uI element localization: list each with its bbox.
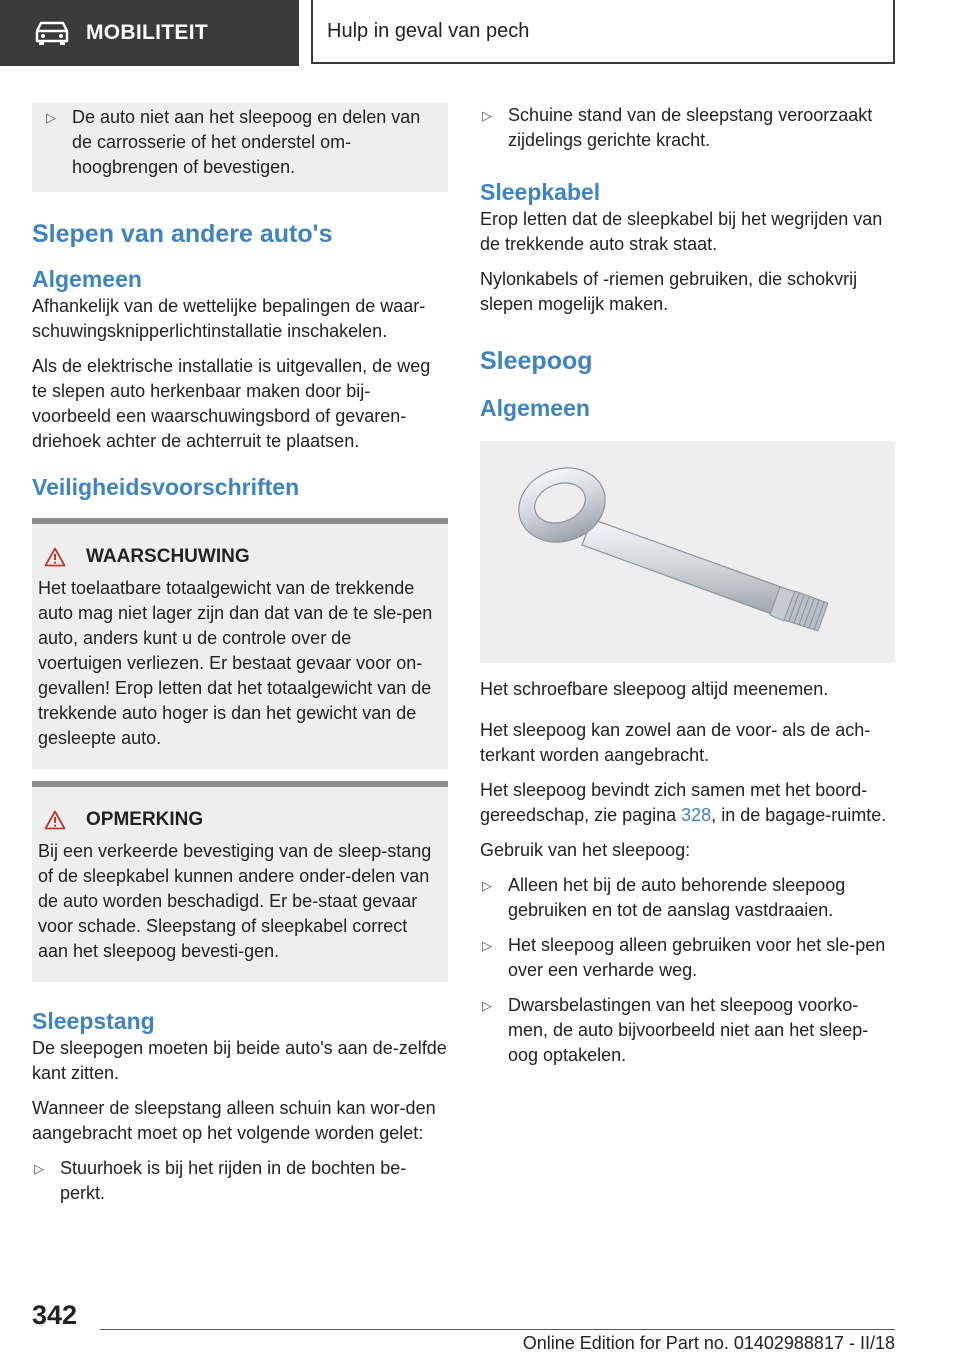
page-reference-link[interactable]: 328 (681, 805, 712, 825)
paragraph: De sleepogen moeten bij beide auto's aan de-zelfde kant zitten. (32, 1038, 447, 1083)
footer-divider (100, 1329, 895, 1330)
subheading-sleepkabel: Sleepkabel (480, 179, 601, 205)
paragraph: Het schroefbare sleepoog altijd meenemen. (480, 679, 829, 699)
intro-note-box (32, 103, 448, 192)
page-header (0, 0, 960, 66)
subheading-algemeen: Algemeen (32, 266, 142, 292)
paragraph: Als de elektrische installatie is uitgevallen, de weg te slepen auto herkenbaar maken door bij-voorbeeld een waarschuwingsbord of gevaren-driehoek achter de achterruit te plaatsen. (32, 356, 431, 451)
triangle-bullet-icon: ▷ (46, 110, 56, 125)
notice-box (32, 781, 448, 982)
tow-eye-illustration (480, 441, 895, 663)
list-item: ▷ De auto niet aan het sleepoog en delen van de carrosserie of het onderstel om-hoogbrengen of bevestigen. (32, 105, 448, 180)
paragraph: Erop letten dat de sleepkabel bij het wegrijden van de trekkende auto strak staat. (480, 209, 883, 254)
edition-text: Online Edition for Part no. 01402988817 - II/18 (522, 1333, 895, 1353)
notice-title: OPMERKING (38, 807, 440, 833)
triangle-bullet-icon: ▷ (34, 1161, 44, 1176)
car-icon (34, 20, 70, 46)
warning-triangle-icon (44, 547, 66, 567)
paragraph: Afhankelijk van de wettelijke bepalingen de waar-schuwingsknipperlichtinstallatie inschakelen. (32, 296, 426, 341)
subheading-veiligheid: Veiligheidsvoorschriften (32, 474, 300, 500)
right-column (480, 103, 895, 1078)
paragraph: Nylonkabels of -riemen gebruiken, die schokvrij slepen mogelijk maken. (480, 269, 858, 314)
triangle-bullet-icon: ▷ (482, 108, 492, 123)
chapter-tab[interactable] (311, 0, 895, 64)
section-heading-slepen: Slepen van andere auto's (32, 220, 333, 248)
left-column (32, 103, 448, 1216)
chapter-label: Hulp in geval van pech (327, 19, 530, 42)
paragraph: Gebruik van het sleepoog: (480, 840, 691, 860)
triangle-bullet-icon: ▷ (482, 938, 492, 953)
warning-title: WAARSCHUWING (38, 544, 440, 570)
paragraph: Het sleepoog bevindt zich samen met het boord-gereedschap, zie pagina 328, in de bagage-ruimte. (480, 780, 887, 825)
subheading-sleepstang: Sleepstang (32, 1008, 155, 1034)
warning-box (32, 518, 448, 769)
triangle-bullet-icon: ▷ (482, 878, 492, 893)
section-label: MOBILITEIT (86, 21, 208, 44)
list-item: ▷ Dwarsbelastingen van het sleepoog voorko-men, de auto bijvoorbeeld niet aan het sleep-oog optakelen. (480, 993, 895, 1068)
section-tab[interactable] (0, 0, 299, 66)
warning-triangle-icon (44, 810, 66, 830)
list-item: ▷ Alleen het bij de auto behorende sleepoog gebruiken en tot de aanslag vastdraaien. (480, 873, 895, 923)
warning-text: Het toelaatbare totaalgewicht van de trekkende auto mag niet lager zijn dan dat van de te sle-pen auto, anders kunt u de controle over de voertuigen verliezen. Er bestaat gevaar voor on-gevallen! Erop letten dat het totaalgewicht van de trekkende auto hoger is dan het gewicht van de gesleepte auto. (38, 578, 433, 748)
page-number: 342 (32, 1300, 78, 1330)
tow-eye-drawing (480, 441, 895, 663)
page-footer (0, 1290, 960, 1362)
list-item: ▷ Schuine stand van de sleepstang veroorzaakt zijdelings gerichte kracht. (480, 103, 895, 153)
list-item: ▷ Stuurhoek is bij het rijden in de bochten be-perkt. (32, 1156, 448, 1206)
paragraph: Wanneer de sleepstang alleen schuin kan wor-den aangebracht moet op het volgende worden gelet: (32, 1098, 436, 1143)
section-heading-sleepoog: Sleepoog (480, 347, 593, 375)
notice-text: Bij een verkeerde bevestiging van de sleep-stang of de sleepkabel kunnen andere onder-delen van de auto worden beschadigd. Er be-staat gevaar voor schade. Sleepstang of sleepkabel correct aan het sleepoog bevesti-gen. (38, 841, 432, 961)
subheading-algemeen: Algemeen (480, 395, 590, 421)
triangle-bullet-icon: ▷ (482, 998, 492, 1013)
paragraph: Het sleepoog kan zowel aan de voor- als de ach-terkant worden aangebracht. (480, 720, 871, 765)
list-item: ▷ Het sleepoog alleen gebruiken voor het sle-pen over een verharde weg. (480, 933, 895, 983)
